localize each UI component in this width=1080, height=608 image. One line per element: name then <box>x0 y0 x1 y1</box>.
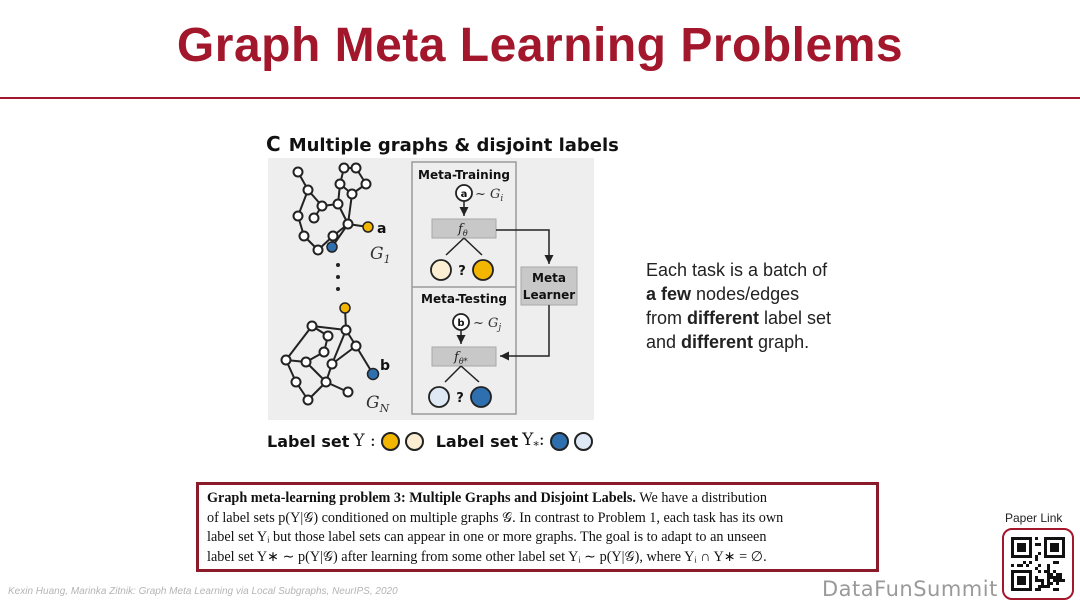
legend-light-orange-dot <box>405 432 424 451</box>
true-node-orange <box>473 260 493 280</box>
meta-training-label: Meta-Training <box>418 168 510 182</box>
problem-line4: label set Y∗ ∼ p(Y|𝒢) after learning from some other label set Yᵢ ∼ p(Y|𝒢), where Yᵢ ∩ Y∗ = ∅. <box>207 548 767 565</box>
test-sample-dist: ~ $G_j$ <box>473 316 502 333</box>
node-a-orange <box>363 222 373 232</box>
sample-node-a-letter: a <box>460 189 468 200</box>
citation: Kexin Huang, Marinka Zitnik: Graph Meta Learning via Local Subgraphs, NeurIPS, 2020 <box>8 586 398 597</box>
f-theta-star-label: $f_{\theta*}$ <box>454 350 468 366</box>
label-set-y-symbol: Y : <box>353 431 376 451</box>
label-set-y-text: Label set <box>267 431 350 451</box>
problem-definition-box <box>196 482 879 572</box>
node-blue-g1 <box>327 242 337 252</box>
meta-learner-line1: Meta <box>532 271 566 285</box>
predicted-node-light-blue <box>429 387 449 407</box>
panel-letter: C <box>266 132 281 156</box>
problem-heading: Graph meta-learning problem 3: Multiple Graphs and Disjoint Labels. <box>207 490 636 506</box>
paper-link-qr-code[interactable] <box>1002 528 1074 600</box>
node-orange-gn <box>340 303 350 313</box>
paper-link-label: Paper Link <box>1005 511 1063 525</box>
legend-orange-dot <box>381 432 400 451</box>
brand-watermark: DataFunSummit <box>822 577 998 601</box>
problem-line1: Graph meta-learning problem 3: Multiple Graphs and Disjoint Labels. We have a distribution <box>207 490 767 506</box>
label-set-ystar-text: Label set <box>435 431 519 451</box>
train-question-mark: ? <box>458 264 466 279</box>
node-b-label: b <box>380 358 391 374</box>
title-divider <box>0 97 1080 99</box>
task-desc-line4: and different graph. <box>646 332 810 352</box>
figure-panel-title <box>266 132 619 156</box>
legend-blue-dot <box>550 432 569 451</box>
node-a-label: a <box>377 221 387 237</box>
train-sample-dist: ~ $G_i$ <box>475 187 504 204</box>
label-set-ystar-symbol: $Y_*$: <box>522 429 545 453</box>
sample-node-b-letter: b <box>457 318 465 329</box>
panel-title-text: Multiple graphs & disjoint labels <box>288 135 619 156</box>
slide-title: Graph Meta Learning Problems <box>176 19 904 72</box>
label-set-legend <box>267 428 593 454</box>
meta-learner-line2: Learner <box>522 288 576 302</box>
predicted-node-light-orange <box>431 260 451 280</box>
test-question-mark: ? <box>456 391 464 406</box>
meta-testing-label: Meta-Testing <box>421 292 507 306</box>
true-node-blue <box>471 387 491 407</box>
graph-meta-learning-diagram <box>268 158 594 420</box>
legend-light-blue-dot <box>574 432 593 451</box>
task-desc-line2: a few nodes/edges <box>646 284 800 304</box>
task-desc-line1: Each task is a batch of <box>646 260 828 280</box>
node-b-blue <box>368 369 379 380</box>
graph-g1-label: $G_1$ <box>370 244 391 266</box>
task-desc-line3: from different label set <box>646 308 832 328</box>
graph-gn-label: $G_N$ <box>366 393 390 415</box>
task-description <box>646 258 906 354</box>
f-theta-label: $f_\theta$ <box>458 222 468 238</box>
qr-code-icon <box>1011 537 1065 591</box>
problem-line3: label set Yᵢ but those label sets can appear in one or more graphs. The goal is to adapt to an unseen <box>207 529 767 545</box>
problem-line2: of label sets p(Y|𝒢) conditioned on multiple graphs 𝒢. In contrast to Problem 1, each task has its own <box>207 509 784 526</box>
